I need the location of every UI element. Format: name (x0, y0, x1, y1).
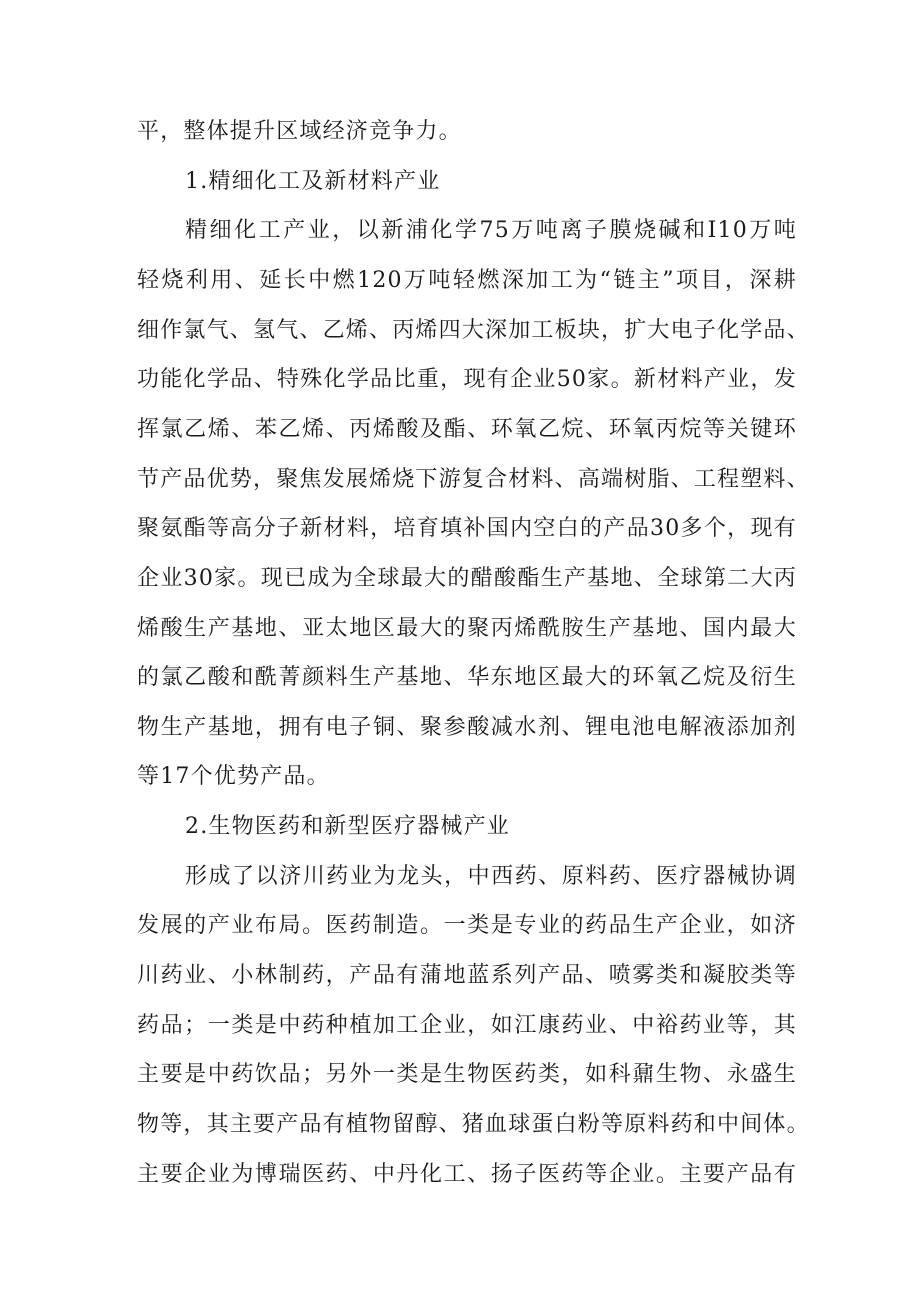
paragraph-line: 细作氯气、氢气、乙烯、丙烯四大深加工板块，扩大电子化学品、 (137, 318, 810, 343)
paragraph-line: 节产品优势，聚焦发展烯烧下游复合材料、高端树脂、工程塑料、 (137, 467, 810, 492)
paragraph-line: 的氯乙酸和酰菁颜料生产基地、华东地区最大的环氧乙烷及衍生 (137, 665, 797, 690)
paragraph-line: 川药业、小林制药，产品有蒲地蓝系列产品、喷雾类和凝胶类等 (137, 963, 797, 988)
paragraph-line: 主要是中药饮品；另外一类是生物医药类，如科鼐生物、永盛生 (137, 1062, 797, 1087)
paragraph-line: 聚氨酯等高分子新材料，培育填补国内空白的产品30多个，现有 (137, 516, 797, 541)
paragraph-line: 物等，其主要产品有植物留醇、猪血球蛋白粉等原料药和中间体。 (137, 1112, 810, 1137)
paragraph-line: 精细化工产业，以新浦化学75万吨离子膜烧碱和I10万吨 (185, 218, 797, 243)
paragraph-line: 平，整体提升区域经济竞争力。 (137, 119, 462, 144)
paragraph-line: 轻烧利用、延长中燃120万吨轻燃深加工为“链主”项目，深耕 (137, 268, 797, 293)
paragraph-line: 烯酸生产基地、亚太地区最大的聚丙烯酰胺生产基地、国内最大 (137, 616, 797, 641)
paragraph-line: 企业30家。现已成为全球最大的醋酸酯生产基地、全球第二大丙 (137, 566, 797, 591)
paragraph-line: 主要企业为博瑞医药、中丹化工、扬子医药等企业。主要产品有 (137, 1162, 797, 1187)
section-heading-biomedicine: 2.生物医药和新型医疗器械产业 (185, 814, 510, 839)
paragraph-line: 功能化学品、特殊化学品比重，现有企业50家。新材料产业，发 (137, 367, 797, 392)
paragraph-line: 等17个优势产品。 (137, 764, 330, 789)
paragraph-line: 物生产基地，拥有电子铜、聚参酸减水剂、锂电池电解液添加剂 (137, 715, 797, 740)
paragraph-line: 挥氯乙烯、苯乙烯、丙烯酸及酯、环氧乙烷、环氧丙烷等关键环 (137, 417, 797, 442)
section-heading-fine-chemicals: 1.精细化工及新材料产业 (185, 169, 441, 194)
paragraph-line: 药品；一类是中药种植加工企业，如江康药业、中裕药业等，其 (137, 1013, 797, 1038)
paragraph-line: 形成了以济川药业为龙头，中西药、原料药、医疗器械协调 (185, 864, 797, 889)
paragraph-line: 发展的产业布局。医药制造。一类是专业的药品生产企业，如济 (137, 913, 797, 938)
